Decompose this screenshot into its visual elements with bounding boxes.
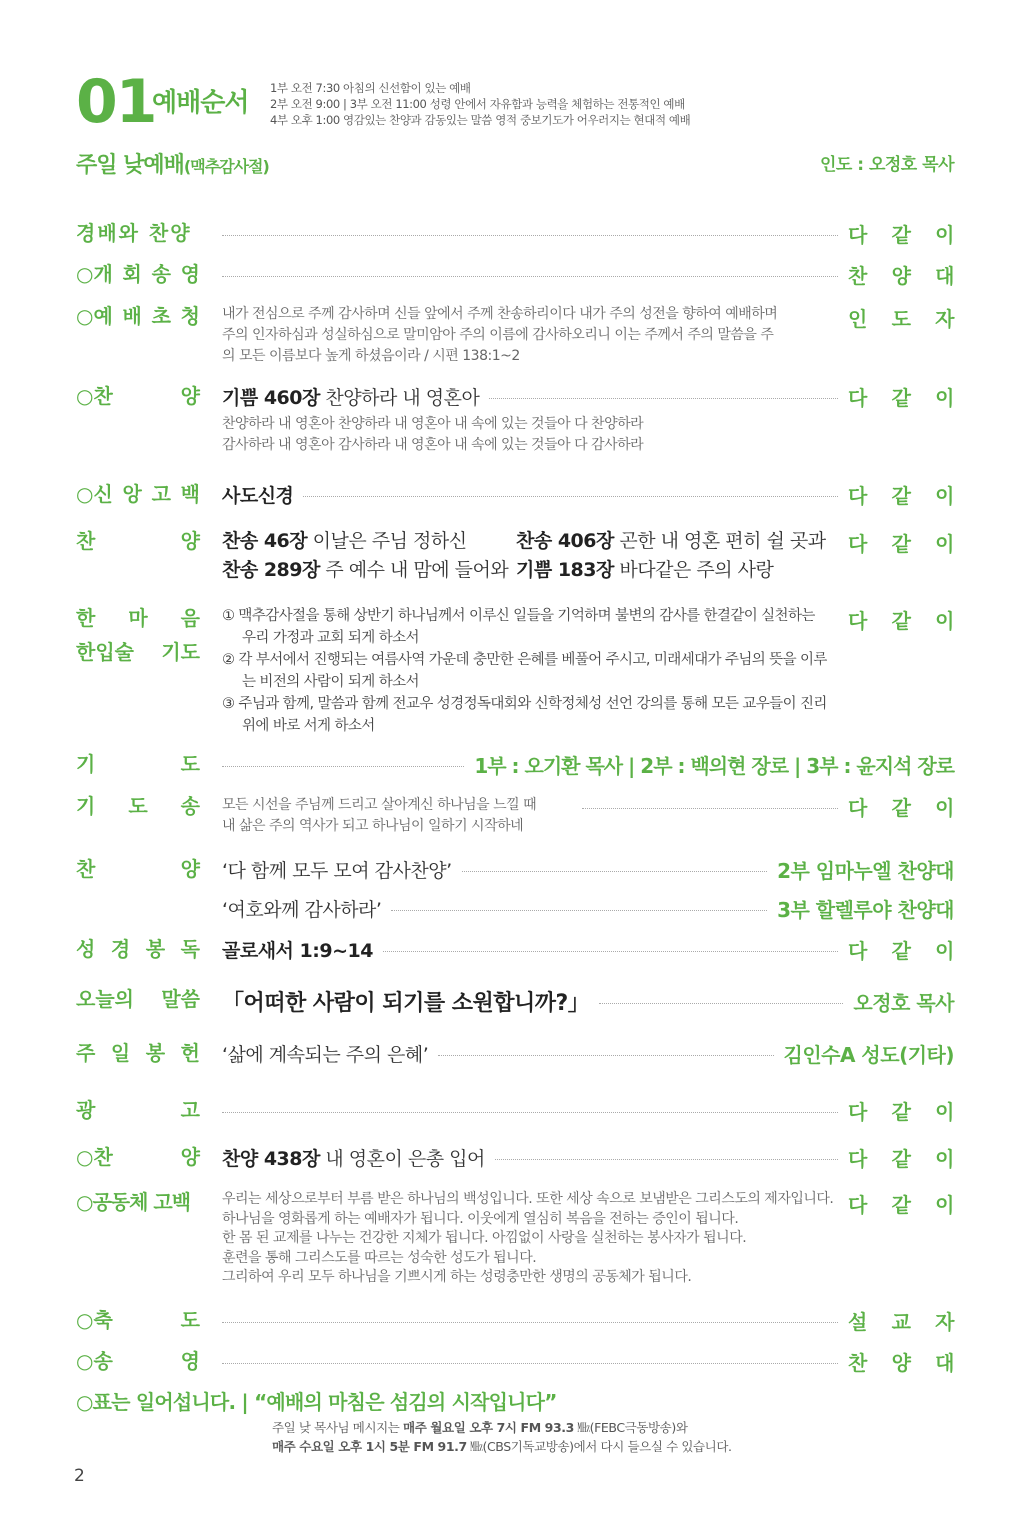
section-number: 01 — [76, 67, 156, 137]
leader-dots — [383, 951, 838, 952]
service-title — [76, 148, 269, 179]
hymn-item: 찬송 289장 주 예수 내 맘에 들어와 — [222, 559, 509, 581]
service-subtitle: (맥추감사절) — [183, 157, 269, 176]
prayer-item: ② 각 부서에서 진행되는 여름사역 가운데 충만한 은혜를 베풀어 주시고, 미래세대가 주님의 뜻을 이루는 비전의 사람이 되게 하소서 — [222, 652, 827, 690]
leader-dots — [222, 1112, 838, 1113]
preacher: 오정호 목사 — [853, 990, 954, 1015]
row-label: ○개 회 송 영 — [76, 262, 200, 286]
row-label: 경배와 찬양 — [76, 221, 192, 245]
scripture-reference: 골로새서 1:9~14 — [222, 939, 373, 962]
prayer-item: ③ 주님과 함께, 말씀과 함께 전교우 성경정독대회와 신학정체성 선언 강의를 통해 모든 교우들이 진리 위에 바로 서게 하소서 — [222, 696, 827, 734]
prayer-list — [222, 605, 832, 737]
row-performer: 다 같 이 — [848, 483, 954, 508]
leader-dots — [222, 766, 464, 767]
row-performer: 다 같 이 — [848, 385, 954, 410]
row-label: ○송 영 — [76, 1349, 200, 1373]
choir-song-2: ‘여호와께 감사하라’ — [222, 898, 382, 921]
section-title: 예배순서 — [152, 88, 249, 118]
row-performer: 다 같 이 — [848, 795, 954, 820]
service-time-1: 1부 오전 7:30 아침의 신선함이 있는 예배 — [270, 81, 471, 95]
choir-name-2: 3부 할렐루야 찬양대 — [777, 897, 954, 922]
confession-text: 우리는 세상으로부터 부름 받은 하나님의 백성입니다. 또한 세상 속으로 보냄받은 그리스도의 제자입니다. 하나님을 영화롭게 하는 예배자가 됩니다. 이웃에게 열심히 복음을 전하는 증인이 됩니다. 한 몸 된 교제를 나누는 건강한 지체가 됩니다. 아낌없이 사랑을 실천하는 봉사자가 됩니다. 훈련을 통해 그리스도를 따르는 성숙한 성도가 됩니다. 그리하여 우리 모두 하나님을 기쁘시게 하는 성령충만한 생명의 공동체가 됩니다. — [222, 1191, 834, 1285]
row-performer: 다 같 이 — [848, 938, 954, 963]
service-time-2: 2부 오전 9:00 | 3부 오전 11:00 성령 안에서 자유함과 능력을 체험하는 전통적인 예배 — [270, 97, 685, 111]
prayer-leaders: 1부 : 오기환 목사 | 2부 : 백의현 장로 | 3부 : 윤지석 장로 — [474, 753, 954, 778]
row-label: 광 고 — [76, 1098, 200, 1122]
leader-dots — [391, 910, 767, 911]
hymn-lyrics: 찬양하라 내 영혼아 찬양하라 내 영혼아 내 속에 있는 것들아 다 찬양하라 감사하라 내 영혼아 감사하라 내 영혼아 내 속에 있는 것들아 다 감사하라 — [222, 416, 644, 453]
row-label: ○공동체 고백 — [76, 1190, 191, 1214]
leader-dots — [489, 398, 838, 399]
row-performer: 다 같 이 — [848, 222, 954, 247]
hymn-title: 찬양 438장 내 영혼이 은총 입어 — [222, 1147, 485, 1170]
stand-note: ○표는 일어섭니다. | “예배의 마침은 섬김의 시작입니다” — [76, 1390, 557, 1414]
row-label: 기 도 — [76, 752, 200, 776]
row-label: ○찬 양 — [76, 1145, 200, 1169]
hymn-title: 기쁨 460장 찬양하라 내 영혼아 — [222, 386, 480, 409]
broadcast-note: 주일 낮 목사님 메시지는 매주 월요일 오후 7시 FM 93.3 ㎒(FEBC극동방송)와 매주 수요일 오후 1시 5분 FM 91.7 ㎒(CBS기독교방송)에서 다시 들으실 수 있습니다. — [272, 1420, 732, 1454]
sermon-title: 「어떠한 사람이 되기를 소원합니까?」 — [222, 990, 590, 1016]
row-performer: 인 도 자 — [848, 307, 954, 331]
row-label-2: 한입술 기도 — [76, 640, 200, 664]
offering-song: ‘삶에 계속되는 주의 은혜’ — [222, 1043, 429, 1066]
prayer-song-lyrics: 모든 시선을 주님께 드리고 살아계신 하나님을 느낄 때 내 삶은 주의 역사가 되고 하나님이 일하기 시작하네 — [222, 797, 537, 834]
row-performer: 찬 양 대 — [848, 263, 954, 288]
leader-dots — [599, 1003, 843, 1004]
row-label: ○찬 양 — [76, 384, 200, 408]
row-label: 성 경 봉 독 — [76, 937, 200, 961]
row-label: 찬 양 — [76, 857, 200, 881]
row-label: ○예 배 초 청 — [76, 304, 200, 328]
row-performer: 다 같 이 — [848, 1146, 954, 1171]
row-performer: 찬 양 대 — [848, 1350, 954, 1375]
service-leader: 인도 : 오정호 목사 — [819, 155, 954, 175]
creed-title: 사도신경 — [222, 484, 294, 507]
row-performer: 다 같 이 — [848, 1099, 954, 1124]
service-name: 주일 낮예배 — [76, 153, 184, 178]
row-label: 기 도 송 — [76, 794, 200, 818]
page-number: 2 — [74, 1466, 85, 1486]
call-to-worship-text: 내가 전심으로 주께 감사하며 신들 앞에서 주께 찬송하리이다 내가 주의 성전을 향하여 예배하며 주의 인자하심과 성실하심으로 말미암아 주의 이름에 감사하오리니 이는 주께서 주의 말씀을 주 의 모든 이름보다 높게 하셨음이라 / 시편 138:1~2 — [222, 306, 778, 364]
row-label: 오늘의 말씀 — [76, 987, 200, 1011]
prayer-item: ① 맥추감사절을 통해 상반기 하나님께서 이루신 일들을 기억하며 불변의 감사를 한결같이 실천하는 우리 가정과 교회 되게 하소서 — [222, 608, 815, 646]
leader-dots — [438, 1055, 773, 1056]
leader-dots — [222, 1363, 838, 1364]
row-performer: 다 같 이 — [848, 1193, 954, 1217]
row-performer: 설 교 자 — [848, 1309, 954, 1334]
row-label: 주 일 봉 헌 — [76, 1041, 200, 1065]
leader-dots — [462, 871, 767, 872]
row-label: 찬 양 — [76, 529, 200, 553]
row-label: ○축 도 — [76, 1308, 200, 1332]
service-times — [270, 80, 690, 128]
hymn-item: 기쁨 183장 바다같은 주의 사랑 — [516, 559, 774, 581]
row-performer: 다 같 이 — [848, 532, 954, 556]
leader-dots — [582, 808, 838, 809]
leader-dots — [222, 235, 838, 236]
service-time-3: 4부 오후 1:00 영감있는 찬양과 감동있는 말씀 영적 중보기도가 어우러지는 현대적 예배 — [270, 113, 691, 127]
leader-dots — [222, 1322, 838, 1323]
leader-dots — [303, 496, 838, 497]
offering-performer: 김인수A 성도(기타) — [783, 1042, 954, 1067]
row-performer: 다 같 이 — [848, 609, 954, 633]
leader-dots — [495, 1159, 838, 1160]
leader-dots — [222, 276, 838, 277]
row-label: 한 마 음 — [76, 606, 200, 630]
choir-song-1: ‘다 함께 모두 모여 감사찬양’ — [222, 859, 452, 882]
hymn-item: 찬송 406장 곤한 내 영혼 편히 쉴 곳과 — [516, 530, 826, 552]
hymn-item: 찬송 46장 이날은 주님 정하신 — [222, 530, 467, 552]
choir-name-1: 2부 임마누엘 찬양대 — [777, 858, 954, 883]
row-label: ○신 앙 고 백 — [76, 482, 200, 506]
